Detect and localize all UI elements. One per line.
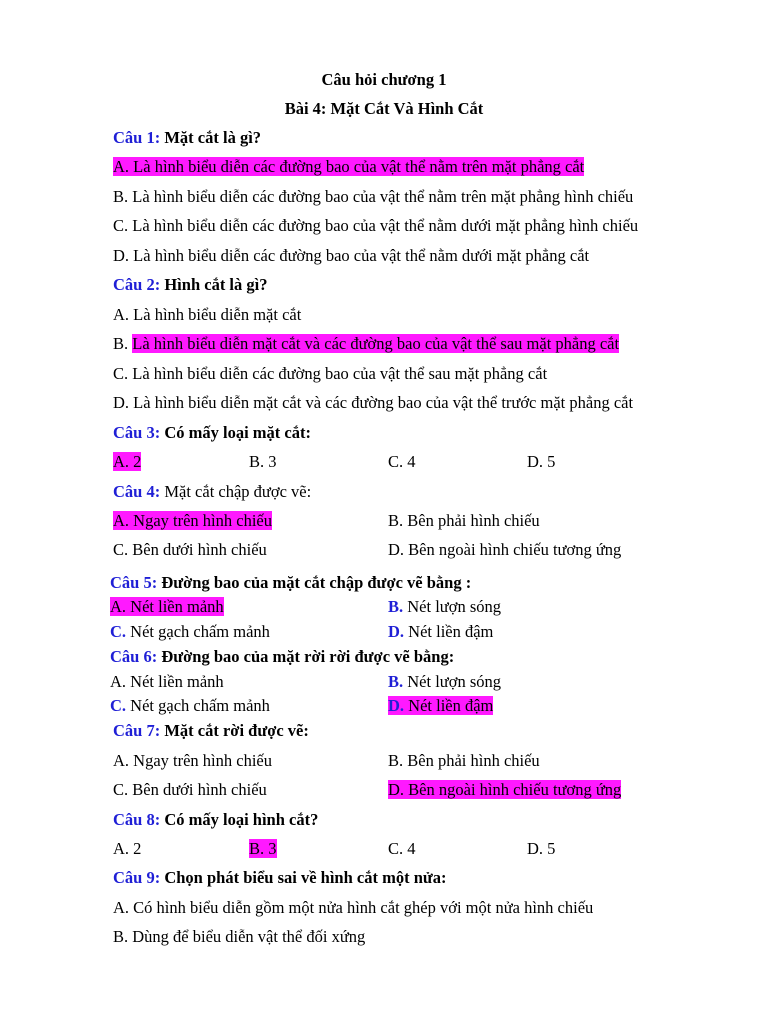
option-letter: B. xyxy=(388,672,404,691)
q3-option-c: C. 4 xyxy=(388,452,416,471)
q8-option-b xyxy=(249,839,277,859)
q6-option-d xyxy=(388,696,493,716)
option-letter: B. xyxy=(388,597,404,616)
q7-option-b: B. Bên phải hình chiếu xyxy=(388,751,540,770)
question-7 xyxy=(113,721,309,741)
question-number: Câu 6: xyxy=(110,647,158,666)
q4-option-c: C. Bên dưới hình chiếu xyxy=(113,540,267,559)
q2-option-b xyxy=(113,334,619,354)
question-text: Có mấy loại mặt cắt: xyxy=(164,423,311,442)
question-number: Câu 3: xyxy=(113,423,161,442)
question-text: Hình cắt là gì? xyxy=(164,275,268,294)
q9-option-b: B. Dùng để biểu diễn vật thể đối xứng xyxy=(113,927,366,946)
q5-option-d xyxy=(388,622,493,642)
q3-option-a xyxy=(113,452,141,472)
q7-option-d xyxy=(388,780,621,800)
question-text: Mặt cắt chập được vẽ: xyxy=(164,482,312,501)
question-number: Câu 1: xyxy=(113,128,161,147)
q3-option-b: B. 3 xyxy=(249,452,277,471)
q5-option-a xyxy=(110,597,224,617)
q4-option-b: B. Bên phải hình chiếu xyxy=(388,511,540,530)
question-4 xyxy=(113,482,311,502)
document-subtitle: Bài 4: Mặt Cắt Và Hình Cắt xyxy=(284,99,484,118)
q4-option-a xyxy=(113,511,272,531)
q6-option-b xyxy=(388,672,501,692)
answer-highlight: A. Ngay trên hình chiếu xyxy=(113,511,272,530)
q1-option-b: B. Là hình biểu diễn các đường bao của vật thể nằm trên mặt phẳng hình chiếu xyxy=(113,187,634,206)
question-number: Câu 8: xyxy=(113,810,161,829)
option-text: Nét liền đậm xyxy=(404,696,494,715)
q6-option-c xyxy=(110,696,270,716)
answer-highlight: A. Nét liền mảnh xyxy=(110,597,224,616)
document-title: Câu hỏi chương 1 xyxy=(321,70,447,89)
option-letter: C. xyxy=(110,696,127,715)
option-text: Nét liền đậm xyxy=(404,622,494,641)
question-2 xyxy=(113,275,267,295)
option-text: Nét lượn sóng xyxy=(403,597,502,616)
option-letter: D. xyxy=(388,696,405,715)
question-9 xyxy=(113,868,447,888)
q5-option-b xyxy=(388,597,501,617)
q9-option-a: A. Có hình biểu diễn gồm một nửa hình cắt ghép với một nửa hình chiếu xyxy=(113,898,594,917)
option-letter: C. xyxy=(110,622,127,641)
question-number: Câu 4: xyxy=(113,482,161,501)
question-text: Mặt cắt rời được vẽ: xyxy=(164,721,309,740)
q1-option-a xyxy=(113,157,584,177)
question-text: Mặt cắt là gì? xyxy=(164,128,262,147)
q8-option-d: D. 5 xyxy=(527,839,556,858)
q1-option-d: D. Là hình biểu diễn các đường bao của vật thể nằm dưới mặt phẳng cắt xyxy=(113,246,590,265)
q8-option-a: A. 2 xyxy=(113,839,142,858)
question-8 xyxy=(113,810,318,830)
question-text: Chọn phát biểu sai về hình cắt một nửa: xyxy=(164,868,447,887)
q6-option-a: A. Nét liền mảnh xyxy=(110,672,224,691)
question-5 xyxy=(110,573,471,593)
q7-option-a: A. Ngay trên hình chiếu xyxy=(113,751,272,770)
q2-option-d: D. Là hình biểu diễn mặt cắt và các đường bao của vật thể trước mặt phẳng cắt xyxy=(113,393,634,412)
question-number: Câu 9: xyxy=(113,868,161,887)
answer-highlight: D. Bên ngoài hình chiếu tương ứng xyxy=(388,780,622,799)
option-text: Nét gạch chấm mảnh xyxy=(126,696,270,715)
question-text: Đường bao của mặt rời rời được vẽ bằng: xyxy=(161,647,455,666)
option-text: Nét gạch chấm mảnh xyxy=(126,622,270,641)
q5-option-c xyxy=(110,622,270,642)
question-number: Câu 2: xyxy=(113,275,161,294)
question-6 xyxy=(110,647,454,667)
option-prefix: B. xyxy=(113,334,133,353)
question-number: Câu 7: xyxy=(113,721,161,740)
option-text: Nét lượn sóng xyxy=(403,672,502,691)
q1-option-c: C. Là hình biểu diễn các đường bao của vật thể nằm dưới mặt phẳng hình chiếu xyxy=(113,216,639,235)
q3-option-d: D. 5 xyxy=(527,452,556,471)
answer-highlight: B. 3 xyxy=(249,839,277,858)
question-number: Câu 5: xyxy=(110,573,158,592)
answer-highlight: A. Là hình biểu diễn các đường bao của vật thể nằm trên mặt phẳng cắt xyxy=(113,157,585,176)
answer-highlight: A. 2 xyxy=(113,452,142,471)
answer-highlight: Là hình biểu diễn mặt cắt và các đường bao của vật thể sau mặt phẳng cắt xyxy=(132,334,620,353)
question-text: Có mấy loại hình cắt? xyxy=(164,810,319,829)
q7-option-c: C. Bên dưới hình chiếu xyxy=(113,780,267,799)
option-letter: D. xyxy=(388,622,405,641)
q2-option-a: A. Là hình biểu diễn mặt cắt xyxy=(113,305,302,324)
q4-option-d: D. Bên ngoài hình chiếu tương ứng xyxy=(388,540,622,559)
question-1 xyxy=(113,128,261,148)
q8-option-c: C. 4 xyxy=(388,839,416,858)
question-3 xyxy=(113,423,311,443)
question-text: Đường bao của mặt cắt chập được vẽ bằng : xyxy=(161,573,472,592)
q2-option-c: C. Là hình biểu diễn các đường bao của vật thể sau mặt phẳng cắt xyxy=(113,364,548,383)
answer-highlight xyxy=(388,696,493,715)
